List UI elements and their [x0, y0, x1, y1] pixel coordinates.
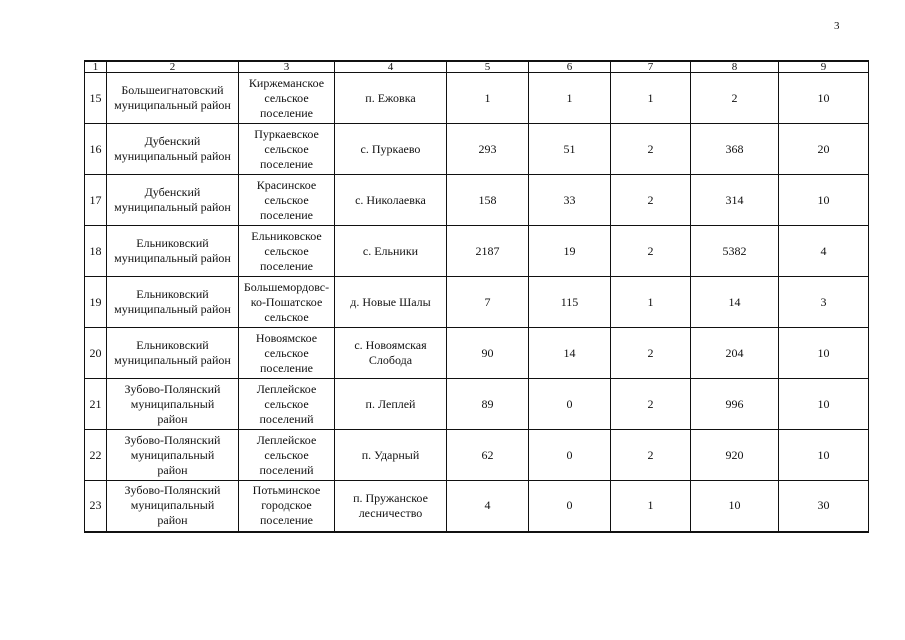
value-cell-9: 10	[779, 430, 869, 481]
column-header-4: 4	[335, 61, 447, 73]
district-cell: Зубово-Полянский муниципальный район	[107, 379, 239, 430]
value-cell-7: 2	[611, 379, 691, 430]
value-cell-6: 0	[529, 481, 611, 532]
value-cell-6: 14	[529, 328, 611, 379]
value-cell-6: 0	[529, 379, 611, 430]
value-cell-8: 996	[691, 379, 779, 430]
column-header-5: 5	[447, 61, 529, 73]
locality-cell: с. Пуркаево	[335, 124, 447, 175]
locality-cell: п. Леплей	[335, 379, 447, 430]
value-cell-7: 2	[611, 430, 691, 481]
row-number: 22	[85, 430, 107, 481]
value-cell-8: 5382	[691, 226, 779, 277]
settlement-cell: Ельниковское сельское поселение	[239, 226, 335, 277]
settlement-cell: Большемордовс- ко-Пошатское сельское	[239, 277, 335, 328]
value-cell-5: 1	[447, 73, 529, 124]
district-cell: Зубово-Полянский муниципальный район	[107, 430, 239, 481]
row-number: 18	[85, 226, 107, 277]
locality-cell: с. Николаевка	[335, 175, 447, 226]
value-cell-5: 158	[447, 175, 529, 226]
column-header-7: 7	[611, 61, 691, 73]
value-cell-7: 2	[611, 226, 691, 277]
value-cell-6: 115	[529, 277, 611, 328]
value-cell-6: 0	[529, 430, 611, 481]
value-cell-5: 62	[447, 430, 529, 481]
district-cell: Ельниковский муниципальный район	[107, 277, 239, 328]
district-cell: Дубенский муниципальный район	[107, 175, 239, 226]
district-cell: Ельниковский муниципальный район	[107, 226, 239, 277]
value-cell-7: 1	[611, 277, 691, 328]
column-header-8: 8	[691, 61, 779, 73]
settlement-cell: Новоямское сельское поселение	[239, 328, 335, 379]
value-cell-6: 1	[529, 73, 611, 124]
value-cell-6: 33	[529, 175, 611, 226]
column-header-6: 6	[529, 61, 611, 73]
value-cell-9: 10	[779, 379, 869, 430]
table-row	[85, 124, 869, 175]
value-cell-9: 10	[779, 175, 869, 226]
value-cell-8: 2	[691, 73, 779, 124]
data-table	[84, 60, 869, 533]
locality-cell: с. Новоямская Слобода	[335, 328, 447, 379]
district-cell: Ельниковский муниципальный район	[107, 328, 239, 379]
settlement-cell: Пуркаевское сельское поселение	[239, 124, 335, 175]
row-number: 17	[85, 175, 107, 226]
value-cell-8: 920	[691, 430, 779, 481]
table-row	[85, 175, 869, 226]
row-number: 20	[85, 328, 107, 379]
column-header-9: 9	[779, 61, 869, 73]
table-row	[85, 430, 869, 481]
table-row	[85, 379, 869, 430]
locality-cell: п. Пружанское лесничество	[335, 481, 447, 532]
locality-cell: п. Ежовка	[335, 73, 447, 124]
table-row	[85, 328, 869, 379]
locality-cell: с. Ельники	[335, 226, 447, 277]
value-cell-5: 2187	[447, 226, 529, 277]
district-cell: Дубенский муниципальный район	[107, 124, 239, 175]
value-cell-8: 14	[691, 277, 779, 328]
value-cell-9: 4	[779, 226, 869, 277]
row-number: 15	[85, 73, 107, 124]
district-cell: Большеигнатовский муниципальный район	[107, 73, 239, 124]
row-number: 23	[85, 481, 107, 532]
settlement-cell: Красинское сельское поселение	[239, 175, 335, 226]
header-row	[85, 61, 869, 73]
value-cell-9: 10	[779, 328, 869, 379]
table-row	[85, 226, 869, 277]
value-cell-7: 2	[611, 175, 691, 226]
column-header-3: 3	[239, 61, 335, 73]
value-cell-8: 314	[691, 175, 779, 226]
column-header-1: 1	[85, 61, 107, 73]
locality-cell: п. Ударный	[335, 430, 447, 481]
value-cell-8: 10	[691, 481, 779, 532]
value-cell-7: 1	[611, 73, 691, 124]
value-cell-5: 90	[447, 328, 529, 379]
value-cell-9: 20	[779, 124, 869, 175]
column-header-2: 2	[107, 61, 239, 73]
table-row	[85, 73, 869, 124]
locality-cell: д. Новые Шалы	[335, 277, 447, 328]
table-row	[85, 277, 869, 328]
row-number: 21	[85, 379, 107, 430]
value-cell-9: 10	[779, 73, 869, 124]
value-cell-7: 2	[611, 328, 691, 379]
settlement-cell: Леплейское сельское поселений	[239, 379, 335, 430]
value-cell-8: 204	[691, 328, 779, 379]
value-cell-9: 3	[779, 277, 869, 328]
settlement-cell: Леплейское сельское поселений	[239, 430, 335, 481]
value-cell-7: 2	[611, 124, 691, 175]
value-cell-5: 4	[447, 481, 529, 532]
row-number: 16	[85, 124, 107, 175]
value-cell-6: 51	[529, 124, 611, 175]
value-cell-8: 368	[691, 124, 779, 175]
settlement-cell: Киржеманское сельское поселение	[239, 73, 335, 124]
district-cell: Зубово-Полянский муниципальный район	[107, 481, 239, 532]
value-cell-9: 30	[779, 481, 869, 532]
value-cell-5: 89	[447, 379, 529, 430]
settlement-cell: Потьминское городское поселение	[239, 481, 335, 532]
value-cell-5: 7	[447, 277, 529, 328]
value-cell-6: 19	[529, 226, 611, 277]
value-cell-7: 1	[611, 481, 691, 532]
page-number: 3	[834, 20, 840, 32]
table-body	[85, 73, 869, 532]
row-number: 19	[85, 277, 107, 328]
value-cell-5: 293	[447, 124, 529, 175]
table-row	[85, 481, 869, 532]
